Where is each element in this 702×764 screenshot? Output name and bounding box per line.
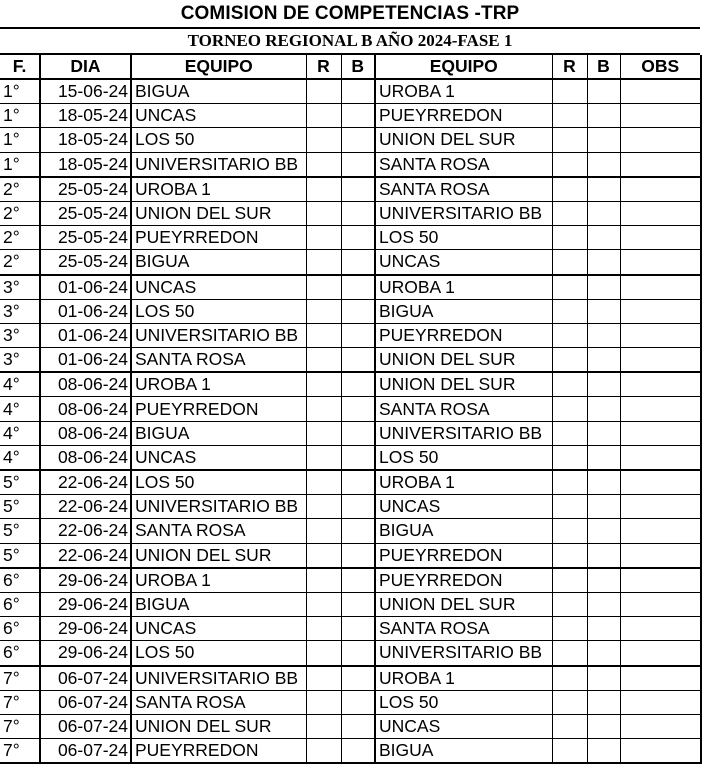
cell-equipo-visitante: LOS 50: [375, 226, 552, 250]
cell-fecha: 6°: [0, 641, 40, 666]
cell-dia: 29-06-24: [40, 592, 131, 616]
cell-equipo-local: UNIVERSITARIO BB: [131, 152, 306, 177]
cell-b-visitante[interactable]: [587, 348, 620, 373]
cell-r-local[interactable]: [306, 641, 341, 666]
cell-fecha: 5°: [0, 543, 40, 568]
cell-dia: 22-06-24: [40, 519, 131, 543]
cell-b-visitante[interactable]: [587, 226, 620, 250]
cell-r-local[interactable]: [306, 568, 341, 593]
cell-equipo-visitante: UROBA 1: [375, 470, 552, 495]
cell-r-visitante[interactable]: [552, 519, 587, 543]
cell-fecha: 5°: [0, 495, 40, 519]
cell-equipo-local: LOS 50: [131, 470, 306, 495]
cell-b-local[interactable]: [341, 177, 375, 202]
cell-dia: 25-05-24: [40, 177, 131, 202]
cell-r-visitante[interactable]: [552, 152, 587, 177]
cell-equipo-visitante: UROBA 1: [375, 666, 552, 691]
cell-r-visitante[interactable]: [552, 299, 587, 323]
cell-obs[interactable]: [620, 79, 701, 104]
cell-r-local[interactable]: [306, 250, 341, 275]
header-row: [0, 55, 701, 79]
cell-equipo-visitante: BIGUA: [375, 739, 552, 764]
cell-b-visitante[interactable]: [587, 397, 620, 421]
cell-equipo-local: BIGUA: [131, 79, 306, 104]
cell-b-visitante[interactable]: [587, 177, 620, 202]
cell-fecha: 2°: [0, 177, 40, 202]
cell-obs[interactable]: [620, 690, 701, 714]
cell-r-local[interactable]: [306, 617, 341, 641]
table-row: [0, 421, 701, 445]
cell-b-visitante[interactable]: [587, 666, 620, 691]
cell-dia: 01-06-24: [40, 299, 131, 323]
cell-equipo-visitante: SANTA ROSA: [375, 152, 552, 177]
cell-equipo-local: PUEYRREDON: [131, 739, 306, 764]
table-row: [0, 592, 701, 616]
cell-fecha: 7°: [0, 739, 40, 764]
cell-fecha: 4°: [0, 397, 40, 421]
cell-fecha: 7°: [0, 666, 40, 691]
cell-fecha: 2°: [0, 250, 40, 275]
cell-dia: 29-06-24: [40, 617, 131, 641]
table-row: [0, 397, 701, 421]
cell-b-visitante[interactable]: [587, 421, 620, 445]
cell-equipo-visitante: UNCAS: [375, 250, 552, 275]
cell-equipo-local: LOS 50: [131, 641, 306, 666]
cell-equipo-visitante: UNION DEL SUR: [375, 592, 552, 616]
table-row: [0, 201, 701, 225]
cell-equipo-visitante: SANTA ROSA: [375, 177, 552, 202]
table-row: [0, 617, 701, 641]
col-header-fecha: F.: [0, 55, 40, 79]
cell-r-local[interactable]: [306, 275, 341, 300]
cell-obs[interactable]: [620, 128, 701, 152]
cell-b-local[interactable]: [341, 299, 375, 323]
cell-fecha: 3°: [0, 323, 40, 347]
cell-dia: 08-06-24: [40, 372, 131, 397]
cell-r-local[interactable]: [306, 470, 341, 495]
cell-r-visitante[interactable]: [552, 739, 587, 764]
col-header-b-local: B: [341, 55, 375, 79]
cell-obs[interactable]: [620, 421, 701, 445]
table-row: [0, 250, 701, 275]
cell-r-visitante[interactable]: [552, 177, 587, 202]
cell-fecha: 6°: [0, 617, 40, 641]
cell-dia: 08-06-24: [40, 421, 131, 445]
cell-b-local[interactable]: [341, 323, 375, 347]
cell-b-visitante[interactable]: [587, 152, 620, 177]
cell-dia: 25-05-24: [40, 226, 131, 250]
cell-r-visitante[interactable]: [552, 201, 587, 225]
col-header-equipo-local: EQUIPO: [131, 55, 306, 79]
cell-obs[interactable]: [620, 348, 701, 373]
cell-obs[interactable]: [620, 445, 701, 470]
col-header-r-local: R: [306, 55, 341, 79]
cell-r-visitante[interactable]: [552, 445, 587, 470]
cell-r-visitante[interactable]: [552, 690, 587, 714]
cell-obs[interactable]: [620, 275, 701, 300]
cell-equipo-visitante: PUEYRREDON: [375, 323, 552, 347]
cell-equipo-visitante: BIGUA: [375, 519, 552, 543]
cell-fecha: 1°: [0, 104, 40, 128]
cell-r-local[interactable]: [306, 348, 341, 373]
cell-dia: 06-07-24: [40, 714, 131, 738]
cell-fecha: 7°: [0, 690, 40, 714]
cell-obs[interactable]: [620, 592, 701, 616]
cell-b-visitante[interactable]: [587, 128, 620, 152]
cell-equipo-visitante: UNIVERSITARIO BB: [375, 641, 552, 666]
col-header-dia: DIA: [40, 55, 131, 79]
cell-r-local[interactable]: [306, 445, 341, 470]
table-row: [0, 79, 701, 104]
cell-b-local[interactable]: [341, 128, 375, 152]
cell-r-visitante[interactable]: [552, 372, 587, 397]
cell-r-visitante[interactable]: [552, 592, 587, 616]
cell-fecha: 6°: [0, 568, 40, 593]
cell-b-local[interactable]: [341, 666, 375, 691]
cell-equipo-visitante: PUEYRREDON: [375, 568, 552, 593]
cell-dia: 25-05-24: [40, 201, 131, 225]
cell-r-local[interactable]: [306, 397, 341, 421]
col-header-r-visitante: R: [552, 55, 587, 79]
cell-equipo-visitante: UNION DEL SUR: [375, 372, 552, 397]
cell-equipo-visitante: PUEYRREDON: [375, 104, 552, 128]
cell-equipo-visitante: UNION DEL SUR: [375, 128, 552, 152]
cell-obs[interactable]: [620, 470, 701, 495]
cell-obs[interactable]: [620, 250, 701, 275]
cell-obs[interactable]: [620, 739, 701, 764]
cell-b-visitante[interactable]: [587, 543, 620, 568]
cell-obs[interactable]: [620, 641, 701, 666]
cell-b-visitante[interactable]: [587, 690, 620, 714]
table-row: [0, 543, 701, 568]
table-row: [0, 348, 701, 373]
cell-equipo-visitante: UNIVERSITARIO BB: [375, 421, 552, 445]
cell-equipo-local: UNIVERSITARIO BB: [131, 666, 306, 691]
cell-dia: 18-05-24: [40, 128, 131, 152]
cell-r-local[interactable]: [306, 104, 341, 128]
cell-r-local[interactable]: [306, 372, 341, 397]
cell-r-local[interactable]: [306, 421, 341, 445]
cell-dia: 25-05-24: [40, 250, 131, 275]
cell-equipo-local: LOS 50: [131, 128, 306, 152]
cell-dia: 08-06-24: [40, 445, 131, 470]
cell-equipo-visitante: LOS 50: [375, 690, 552, 714]
cell-b-local[interactable]: [341, 372, 375, 397]
table-row: [0, 470, 701, 495]
cell-obs[interactable]: [620, 519, 701, 543]
cell-fecha: 2°: [0, 201, 40, 225]
cell-dia: 06-07-24: [40, 690, 131, 714]
cell-r-local[interactable]: [306, 495, 341, 519]
cell-r-visitante[interactable]: [552, 714, 587, 738]
cell-obs[interactable]: [620, 152, 701, 177]
cell-obs[interactable]: [620, 495, 701, 519]
cell-equipo-local: PUEYRREDON: [131, 397, 306, 421]
cell-equipo-local: UROBA 1: [131, 568, 306, 593]
cell-r-local[interactable]: [306, 323, 341, 347]
cell-r-local[interactable]: [306, 128, 341, 152]
cell-obs[interactable]: [620, 226, 701, 250]
cell-b-visitante[interactable]: [587, 470, 620, 495]
cell-fecha: 6°: [0, 592, 40, 616]
cell-r-local[interactable]: [306, 226, 341, 250]
cell-r-visitante[interactable]: [552, 421, 587, 445]
cell-r-visitante[interactable]: [552, 226, 587, 250]
cell-r-visitante[interactable]: [552, 470, 587, 495]
cell-b-visitante[interactable]: [587, 519, 620, 543]
table-row: [0, 275, 701, 300]
cell-obs[interactable]: [620, 568, 701, 593]
col-header-obs: OBS: [620, 55, 701, 79]
cell-fecha: 3°: [0, 299, 40, 323]
cell-fecha: 7°: [0, 714, 40, 738]
cell-r-visitante[interactable]: [552, 617, 587, 641]
cell-b-local[interactable]: [341, 226, 375, 250]
cell-b-local[interactable]: [341, 201, 375, 225]
cell-equipo-local: UNCAS: [131, 617, 306, 641]
cell-r-visitante[interactable]: [552, 397, 587, 421]
cell-equipo-local: UNION DEL SUR: [131, 543, 306, 568]
cell-equipo-local: UNCAS: [131, 275, 306, 300]
cell-dia: 18-05-24: [40, 152, 131, 177]
cell-b-local[interactable]: [341, 617, 375, 641]
cell-r-visitante[interactable]: [552, 543, 587, 568]
cell-b-local[interactable]: [341, 421, 375, 445]
cell-dia: 22-06-24: [40, 470, 131, 495]
cell-fecha: 1°: [0, 128, 40, 152]
cell-equipo-visitante: UNCAS: [375, 495, 552, 519]
cell-b-local[interactable]: [341, 714, 375, 738]
cell-obs[interactable]: [620, 372, 701, 397]
cell-b-local[interactable]: [341, 348, 375, 373]
cell-b-visitante[interactable]: [587, 714, 620, 738]
cell-r-visitante[interactable]: [552, 666, 587, 691]
table-row: [0, 299, 701, 323]
cell-fecha: 4°: [0, 445, 40, 470]
cell-r-visitante[interactable]: [552, 568, 587, 593]
cell-fecha: 3°: [0, 275, 40, 300]
cell-b-visitante[interactable]: [587, 495, 620, 519]
cell-fecha: 2°: [0, 226, 40, 250]
cell-equipo-local: BIGUA: [131, 250, 306, 275]
cell-r-visitante[interactable]: [552, 250, 587, 275]
cell-equipo-local: UNIVERSITARIO BB: [131, 323, 306, 347]
col-header-equipo-visitante: EQUIPO: [375, 55, 552, 79]
cell-b-visitante[interactable]: [587, 275, 620, 300]
cell-b-visitante[interactable]: [587, 299, 620, 323]
sheet-subtitle: TORNEO REGIONAL B AÑO 2024-FASE 1: [0, 29, 700, 55]
cell-fecha: 5°: [0, 470, 40, 495]
cell-b-local[interactable]: [341, 495, 375, 519]
table-row: [0, 226, 701, 250]
cell-dia: 06-07-24: [40, 666, 131, 691]
cell-obs[interactable]: [620, 323, 701, 347]
cell-r-local[interactable]: [306, 201, 341, 225]
cell-equipo-visitante: BIGUA: [375, 299, 552, 323]
cell-r-local[interactable]: [306, 519, 341, 543]
cell-equipo-visitante: UROBA 1: [375, 275, 552, 300]
cell-r-local[interactable]: [306, 299, 341, 323]
cell-b-local[interactable]: [341, 690, 375, 714]
cell-equipo-visitante: SANTA ROSA: [375, 397, 552, 421]
cell-equipo-visitante: UNCAS: [375, 714, 552, 738]
cell-b-local[interactable]: [341, 592, 375, 616]
cell-dia: 29-06-24: [40, 568, 131, 593]
cell-equipo-local: PUEYRREDON: [131, 226, 306, 250]
cell-equipo-local: UROBA 1: [131, 372, 306, 397]
cell-equipo-visitante: UROBA 1: [375, 79, 552, 104]
cell-dia: 18-05-24: [40, 104, 131, 128]
table-row: [0, 568, 701, 593]
cell-b-local[interactable]: [341, 445, 375, 470]
cell-equipo-visitante: UNION DEL SUR: [375, 348, 552, 373]
cell-obs[interactable]: [620, 299, 701, 323]
cell-b-visitante[interactable]: [587, 641, 620, 666]
cell-b-local[interactable]: [341, 739, 375, 764]
cell-equipo-visitante: SANTA ROSA: [375, 617, 552, 641]
cell-r-visitante[interactable]: [552, 128, 587, 152]
cell-b-local[interactable]: [341, 152, 375, 177]
cell-dia: 01-06-24: [40, 323, 131, 347]
table-row: [0, 128, 701, 152]
cell-b-visitante[interactable]: [587, 250, 620, 275]
cell-dia: 01-06-24: [40, 275, 131, 300]
cell-r-visitante[interactable]: [552, 641, 587, 666]
cell-b-local[interactable]: [341, 641, 375, 666]
cell-dia: 29-06-24: [40, 641, 131, 666]
cell-equipo-local: UNION DEL SUR: [131, 714, 306, 738]
col-header-b-visitante: B: [587, 55, 620, 79]
cell-b-local[interactable]: [341, 543, 375, 568]
cell-r-visitante[interactable]: [552, 104, 587, 128]
cell-obs[interactable]: [620, 201, 701, 225]
cell-r-visitante[interactable]: [552, 323, 587, 347]
cell-equipo-visitante: LOS 50: [375, 445, 552, 470]
cell-b-local[interactable]: [341, 568, 375, 593]
cell-b-visitante[interactable]: [587, 739, 620, 764]
cell-equipo-local: UNION DEL SUR: [131, 201, 306, 225]
table-row: [0, 372, 701, 397]
cell-obs[interactable]: [620, 617, 701, 641]
cell-equipo-local: UNCAS: [131, 445, 306, 470]
cell-r-local[interactable]: [306, 152, 341, 177]
cell-b-visitante[interactable]: [587, 617, 620, 641]
cell-dia: 08-06-24: [40, 397, 131, 421]
cell-fecha: 3°: [0, 348, 40, 373]
cell-b-visitante[interactable]: [587, 568, 620, 593]
cell-b-visitante[interactable]: [587, 104, 620, 128]
cell-r-visitante[interactable]: [552, 275, 587, 300]
cell-equipo-local: SANTA ROSA: [131, 348, 306, 373]
cell-r-local[interactable]: [306, 543, 341, 568]
cell-equipo-local: BIGUA: [131, 421, 306, 445]
cell-r-local[interactable]: [306, 690, 341, 714]
cell-b-visitante[interactable]: [587, 79, 620, 104]
cell-equipo-local: SANTA ROSA: [131, 690, 306, 714]
cell-obs[interactable]: [620, 397, 701, 421]
table-row: [0, 104, 701, 128]
cell-b-visitante[interactable]: [587, 445, 620, 470]
cell-fecha: 5°: [0, 519, 40, 543]
cell-obs[interactable]: [620, 714, 701, 738]
cell-b-visitante[interactable]: [587, 323, 620, 347]
cell-r-local[interactable]: [306, 739, 341, 764]
cell-dia: 01-06-24: [40, 348, 131, 373]
cell-equipo-local: LOS 50: [131, 299, 306, 323]
cell-obs[interactable]: [620, 104, 701, 128]
cell-fecha: 1°: [0, 79, 40, 104]
cell-b-visitante[interactable]: [587, 201, 620, 225]
table-row: [0, 519, 701, 543]
cell-fecha: 4°: [0, 372, 40, 397]
cell-equipo-local: BIGUA: [131, 592, 306, 616]
table-row: [0, 641, 701, 666]
cell-fecha: 1°: [0, 152, 40, 177]
cell-equipo-visitante: UNIVERSITARIO BB: [375, 201, 552, 225]
table-row: [0, 714, 701, 738]
cell-b-local[interactable]: [341, 250, 375, 275]
cell-equipo-local: UROBA 1: [131, 177, 306, 202]
table-row: [0, 152, 701, 177]
cell-equipo-visitante: PUEYRREDON: [375, 543, 552, 568]
cell-b-local[interactable]: [341, 470, 375, 495]
sheet-title: COMISION DE COMPETENCIAS -TRP: [0, 0, 700, 29]
cell-b-local[interactable]: [341, 104, 375, 128]
cell-obs[interactable]: [620, 543, 701, 568]
cell-dia: 06-07-24: [40, 739, 131, 764]
cell-dia: 22-06-24: [40, 543, 131, 568]
cell-b-local[interactable]: [341, 397, 375, 421]
cell-dia: 15-06-24: [40, 79, 131, 104]
table-row: [0, 690, 701, 714]
cell-b-local[interactable]: [341, 79, 375, 104]
cell-b-local[interactable]: [341, 519, 375, 543]
cell-r-local[interactable]: [306, 177, 341, 202]
cell-r-local[interactable]: [306, 666, 341, 691]
cell-obs[interactable]: [620, 666, 701, 691]
cell-b-visitante[interactable]: [587, 372, 620, 397]
cell-b-visitante[interactable]: [587, 592, 620, 616]
cell-dia: 22-06-24: [40, 495, 131, 519]
fixture-table: [0, 55, 702, 764]
cell-equipo-local: UNCAS: [131, 104, 306, 128]
cell-r-local[interactable]: [306, 714, 341, 738]
cell-r-visitante[interactable]: [552, 79, 587, 104]
fixture-rows: [0, 79, 701, 763]
cell-obs[interactable]: [620, 177, 701, 202]
table-row: [0, 666, 701, 691]
table-row: [0, 739, 701, 764]
table-row: [0, 495, 701, 519]
table-row: [0, 445, 701, 470]
cell-b-local[interactable]: [341, 275, 375, 300]
cell-r-local[interactable]: [306, 79, 341, 104]
cell-r-local[interactable]: [306, 592, 341, 616]
cell-r-visitante[interactable]: [552, 348, 587, 373]
table-row: [0, 177, 701, 202]
cell-equipo-local: UNIVERSITARIO BB: [131, 495, 306, 519]
cell-fecha: 4°: [0, 421, 40, 445]
cell-r-visitante[interactable]: [552, 495, 587, 519]
table-row: [0, 323, 701, 347]
cell-equipo-local: SANTA ROSA: [131, 519, 306, 543]
